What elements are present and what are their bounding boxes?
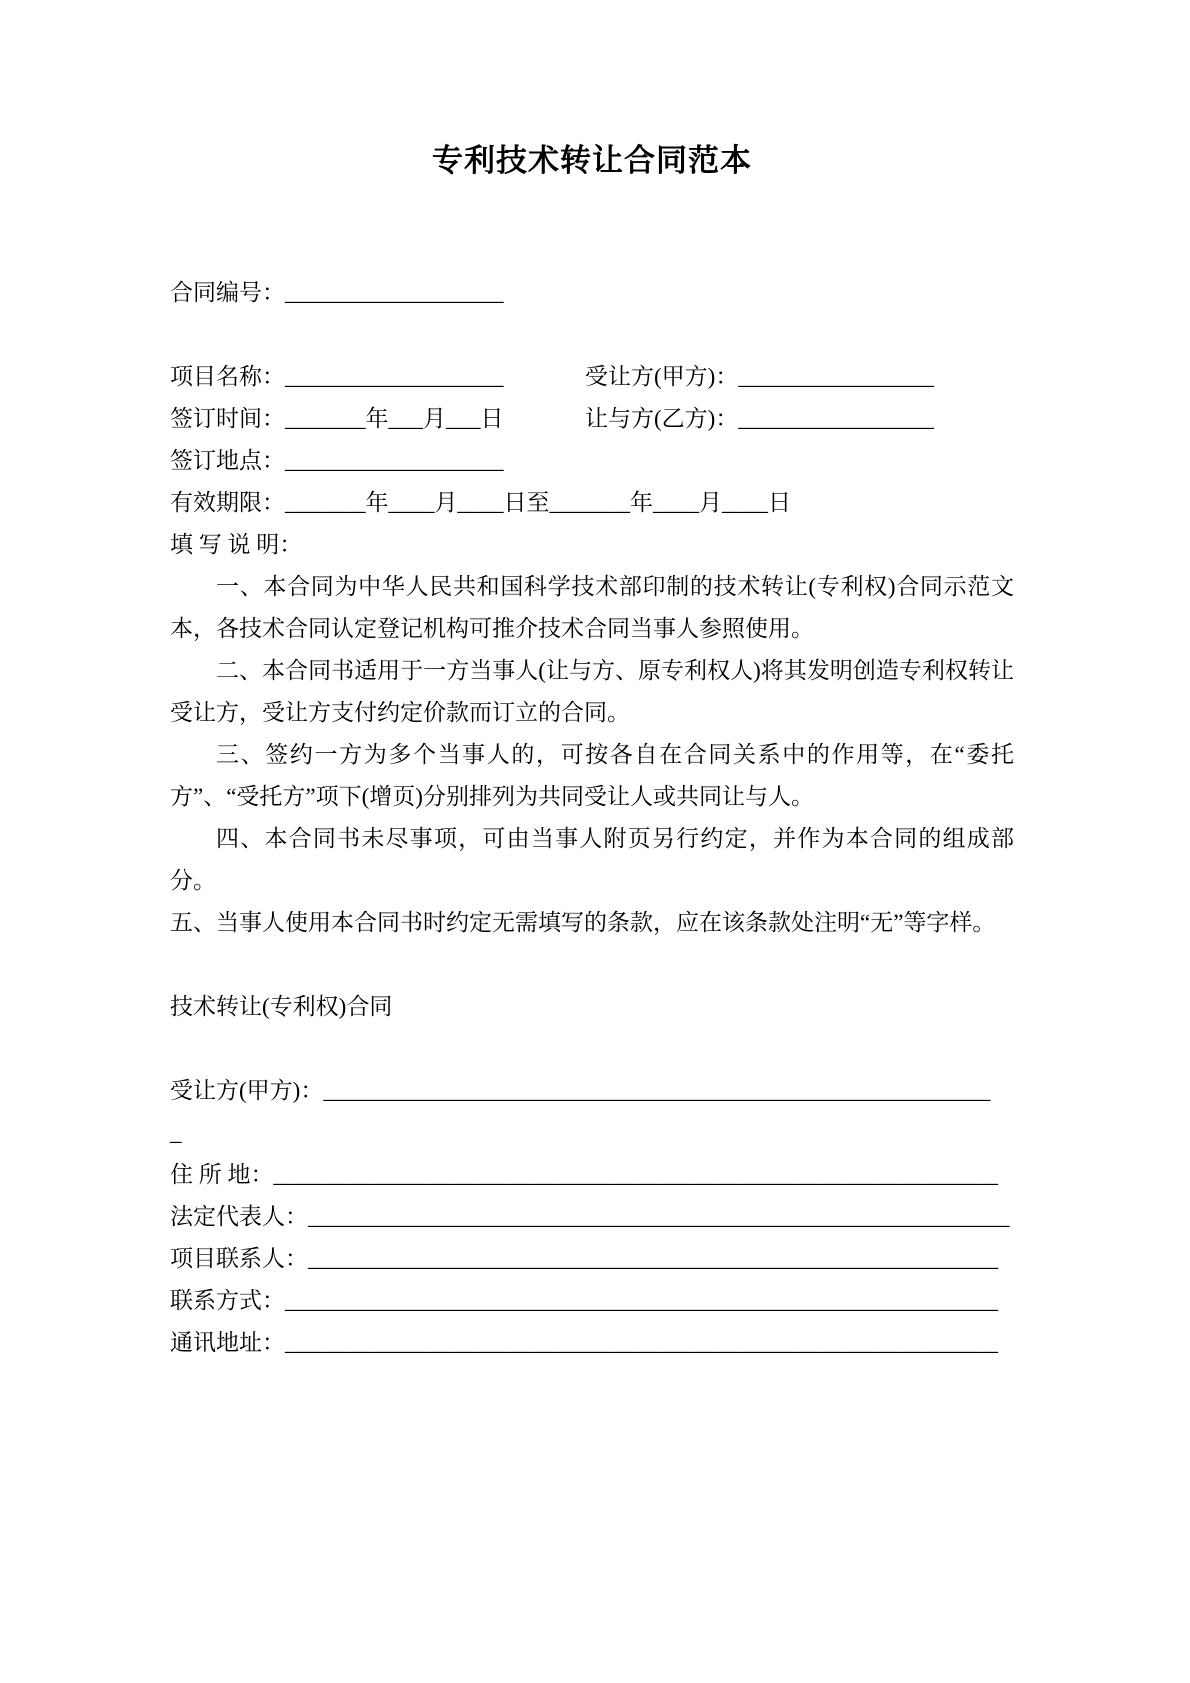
- contract-no-row: [170, 272, 1014, 314]
- project-name-blank: ___________________: [285, 364, 504, 389]
- address-blank: _______________________________________________________________: [273, 1162, 998, 1187]
- legal-representative-row: [170, 1196, 1014, 1238]
- mailing-address-row: [170, 1322, 1014, 1364]
- sign-time-field: [170, 398, 585, 440]
- party-assignee-blank: __________________________________________________________: [323, 1078, 991, 1103]
- assignee-a-field: [585, 356, 934, 398]
- contact-method-blank: ______________________________________________________________: [285, 1288, 998, 1313]
- assignee-a-label: 受让方(甲方)：: [585, 364, 739, 389]
- assignor-b-field: [585, 398, 934, 440]
- validity-row: [170, 482, 1014, 524]
- project-contact-row: [170, 1238, 1014, 1280]
- sign-place-row: [170, 440, 1014, 482]
- contact-method-row: [170, 1280, 1014, 1322]
- address-label: 住 所 地：: [170, 1162, 274, 1187]
- party-assignee-blank-wrap-row: [170, 1112, 1014, 1154]
- party-assignee-label: 受让方(甲方)：: [170, 1078, 324, 1103]
- validity-label: 有效期限：: [170, 490, 285, 515]
- instruction-item-4: 四、本合同书未尽事项，可由当事人附页另行约定，并作为本合同的组成部分。: [170, 826, 1014, 893]
- legal-representative-label: 法定代表人：: [170, 1204, 308, 1229]
- sign-time-label: 签订时间：: [170, 406, 285, 431]
- instruction-item-3: 三、签约一方为多个当事人的，可按各自在合同关系中的作用等，在“委托方”、“受托方”项下(增页)分别排列为共同受让人或共同让与人。: [170, 742, 1014, 809]
- document-title: 专利技术转让合同范本: [432, 143, 752, 178]
- instruction-item-1: 一、本合同为中华人民共和国科学技术部印制的技术转让(专利权)合同示范文本，各技术合同认定登记机构可推介技术合同当事人参照使用。: [170, 574, 1014, 641]
- fill-instructions-heading: 填 写 说 明：: [170, 532, 303, 557]
- sign-place-label: 签订地点：: [170, 448, 285, 473]
- assignor-b-label: 让与方(乙方)：: [585, 406, 739, 431]
- assignee-a-blank: _________________: [738, 364, 934, 389]
- contract-no-blank: ___________________: [285, 280, 504, 305]
- info-row-time-assignor: [170, 398, 1014, 440]
- project-contact-label: 项目联系人：: [170, 1246, 308, 1271]
- project-name-field: [170, 356, 585, 398]
- sign-time-blank: _______年___月___日: [285, 406, 504, 431]
- info-row-project-assignee: [170, 356, 1014, 398]
- project-name-label: 项目名称：: [170, 364, 285, 389]
- instruction-item-2: 二、本合同书适用于一方当事人(让与方、原专利权人)将其发明创造专利权转让受让方，受让方支付约定价款而订立的合同。: [170, 658, 1014, 725]
- assignor-b-blank: _________________: [738, 406, 934, 431]
- contract-no-label: 合同编号：: [170, 280, 285, 305]
- address-row: [170, 1154, 1014, 1196]
- party-assignee-blank-wrap: _: [170, 1120, 182, 1145]
- mailing-address-label: 通讯地址：: [170, 1330, 285, 1355]
- sign-place-blank: ___________________: [285, 448, 504, 473]
- mailing-address-blank: ______________________________________________________________: [285, 1330, 998, 1355]
- project-contact-blank: ____________________________________________________________: [308, 1246, 998, 1271]
- instruction-item-5: 五、当事人使用本合同书时约定无需填写的条款，应在该条款处注明“无”等字样。: [170, 910, 996, 935]
- validity-blank: _______年____月____日至_______年____月____日: [285, 490, 791, 515]
- legal-representative-blank: _____________________________________________________________: [308, 1204, 1010, 1229]
- contact-method-label: 联系方式：: [170, 1288, 285, 1313]
- party-assignee-row: [170, 1070, 1014, 1112]
- contract-section-heading: 技术转让(专利权)合同: [170, 994, 393, 1019]
